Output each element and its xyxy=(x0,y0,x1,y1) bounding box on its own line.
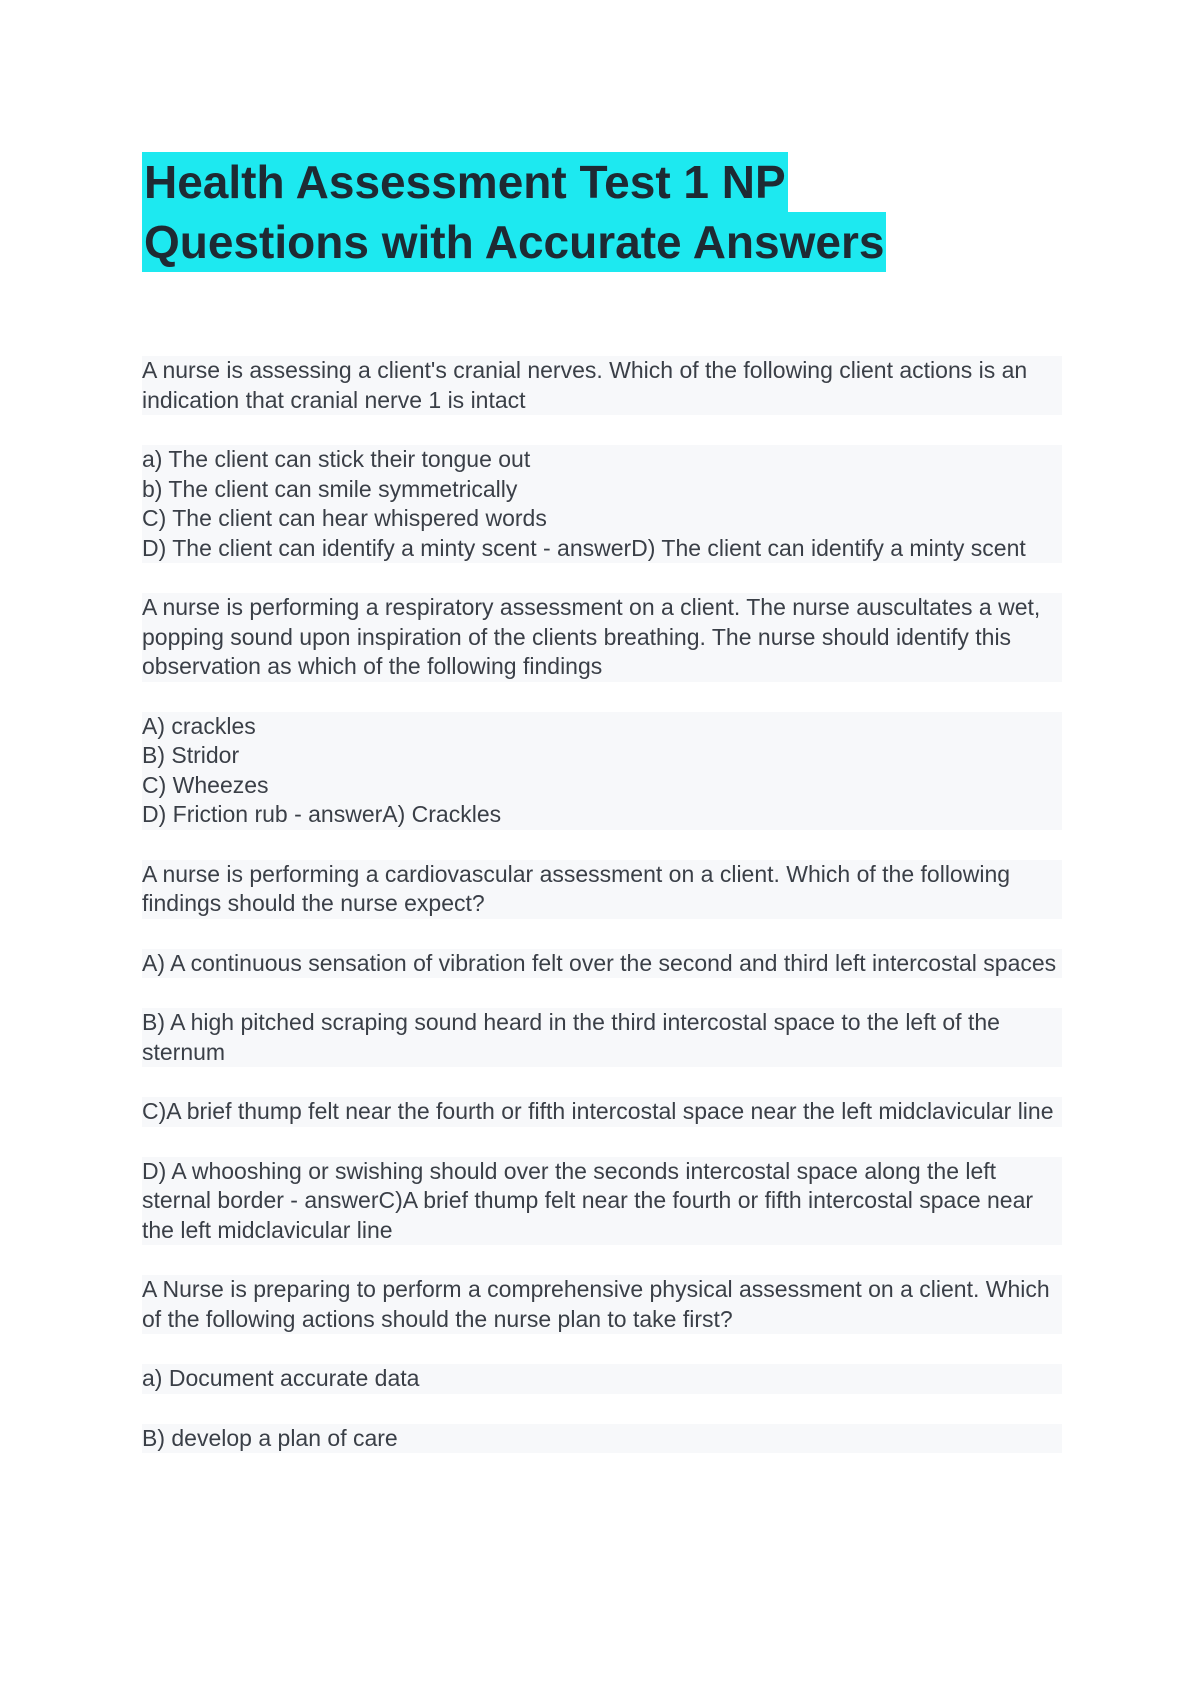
option-item: a) Document accurate data xyxy=(142,1364,1062,1394)
option-item: D) Friction rub - answerA) Crackles xyxy=(142,800,1062,830)
question-block xyxy=(142,356,1062,563)
question-stem: A nurse is assessing a client's cranial nerves. Which of the following client actions is an indication that cranial nerve 1 is intact xyxy=(142,356,1062,415)
question-block xyxy=(142,593,1062,830)
document-content xyxy=(142,356,1062,1453)
option-item: B) develop a plan of care xyxy=(142,1424,1062,1454)
option-item: C)A brief thump felt near the fourth or fifth intercostal space near the left midclavicular line xyxy=(142,1097,1062,1127)
question-stem: A Nurse is preparing to perform a comprehensive physical assessment on a client. Which of the following actions should the nurse plan to take first? xyxy=(142,1275,1062,1334)
option-item: B) Stridor xyxy=(142,741,1062,771)
title-line-1: Health Assessment Test 1 NP xyxy=(142,152,788,212)
option-item: C) Wheezes xyxy=(142,771,1062,801)
title-line-2: Questions with Accurate Answers xyxy=(142,212,886,272)
document-page xyxy=(142,152,1062,1453)
option-item: D) A whooshing or swishing should over the seconds intercostal space along the left sternal border - answerC)A brief thump felt near the fourth or fifth intercostal space near the left midclavicular line xyxy=(142,1157,1062,1246)
question-block xyxy=(142,1275,1062,1453)
option-item: A) A continuous sensation of vibration felt over the second and third left intercostal spaces xyxy=(142,949,1062,979)
option-list xyxy=(142,712,1062,830)
option-item: b) The client can smile symmetrically xyxy=(142,475,1062,505)
question-block xyxy=(142,860,1062,1246)
question-stem: A nurse is performing a respiratory assessment on a client. The nurse auscultates a wet, popping sound upon inspiration of the clients breathing. The nurse should identify this observation as which of the following findings xyxy=(142,593,1062,682)
document-title xyxy=(142,152,1062,272)
question-stem: A nurse is performing a cardiovascular assessment on a client. Which of the following findings should the nurse expect? xyxy=(142,860,1062,919)
option-item: D) The client can identify a minty scent - answerD) The client can identify a minty scent xyxy=(142,534,1062,564)
option-item: A) crackles xyxy=(142,712,1062,742)
option-item: C) The client can hear whispered words xyxy=(142,504,1062,534)
option-list xyxy=(142,445,1062,563)
option-item: a) The client can stick their tongue out xyxy=(142,445,1062,475)
option-item: B) A high pitched scraping sound heard in the third intercostal space to the left of the sternum xyxy=(142,1008,1062,1067)
